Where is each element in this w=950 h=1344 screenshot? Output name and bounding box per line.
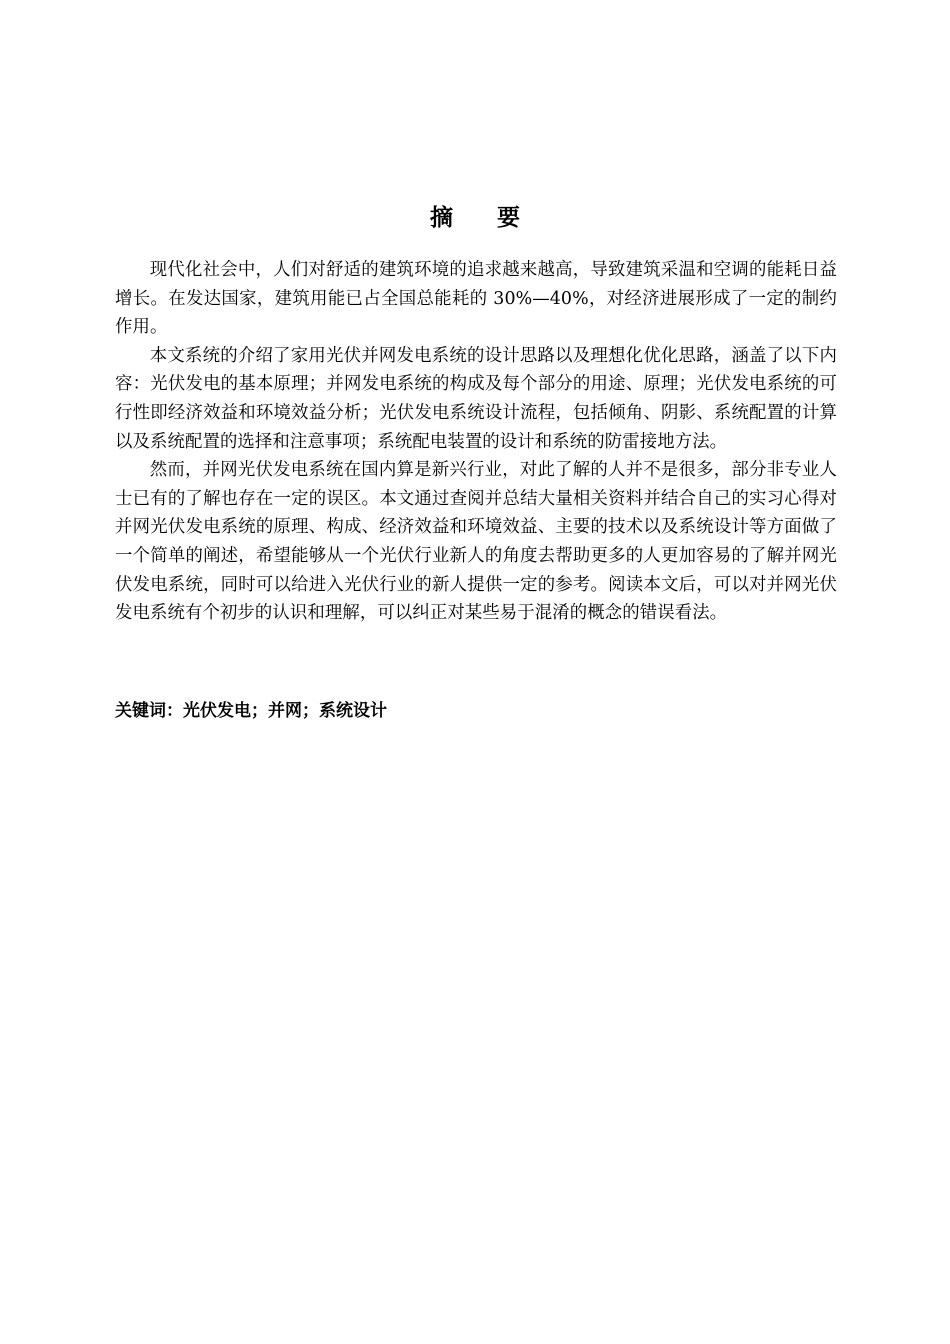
keywords-line <box>115 697 837 725</box>
keywords-label: 关键词： <box>115 701 183 721</box>
abstract-title-char-2: 要 <box>497 205 520 231</box>
abstract-body <box>115 256 837 628</box>
abstract-paragraph-3: 然而，并网光伏发电系统在国内算是新兴行业，对此了解的人并不是很多，部分非专业人士已有的了解也存在一定的误区。本文通过查阅并总结大量相关资料并结合自己的实习心得对并网光伏发电系统的原理、构成、经济效益和环境效益、主要的技术以及系统设计等方面做了一个简单的阐述，希望能够从一个光伏行业新人的角度去帮助更多的人更加容易的了解并网光伏发电系统，同时可以给进入光伏行业的新人提供一定的参考。阅读本文后，可以对并网光伏发电系统有个初步的认识和理解，可以纠正对某些易于混淆的概念的错误看法。 <box>115 460 837 624</box>
abstract-title <box>0 199 950 232</box>
abstract-paragraph-1: 现代化社会中，人们对舒适的建筑环境的追求越来越高，导致建筑采温和空调的能耗日益增长。在发达国家，建筑用能已占全国总能耗的 30%—40%，对经济进展形成了一定的制约作用。 <box>115 260 837 338</box>
abstract-title-char-1: 摘 <box>430 205 453 231</box>
keywords-value: 光伏发电；并网；系统设计 <box>183 701 387 721</box>
abstract-paragraph-2: 本文系统的介绍了家用光伏并网发电系统的设计思路以及理想化优化思路，涵盖了以下内容：光伏发电的基本原理；并网发电系统的构成及每个部分的用途、原理；光伏发电系统的可行性即经济效益和环境效益分析；光伏发电系统设计流程，包括倾角、阴影、系统配置的计算以及系统配置的选择和注意事项；系统配电装置的设计和系统的防雷接地方法。 <box>115 345 837 452</box>
